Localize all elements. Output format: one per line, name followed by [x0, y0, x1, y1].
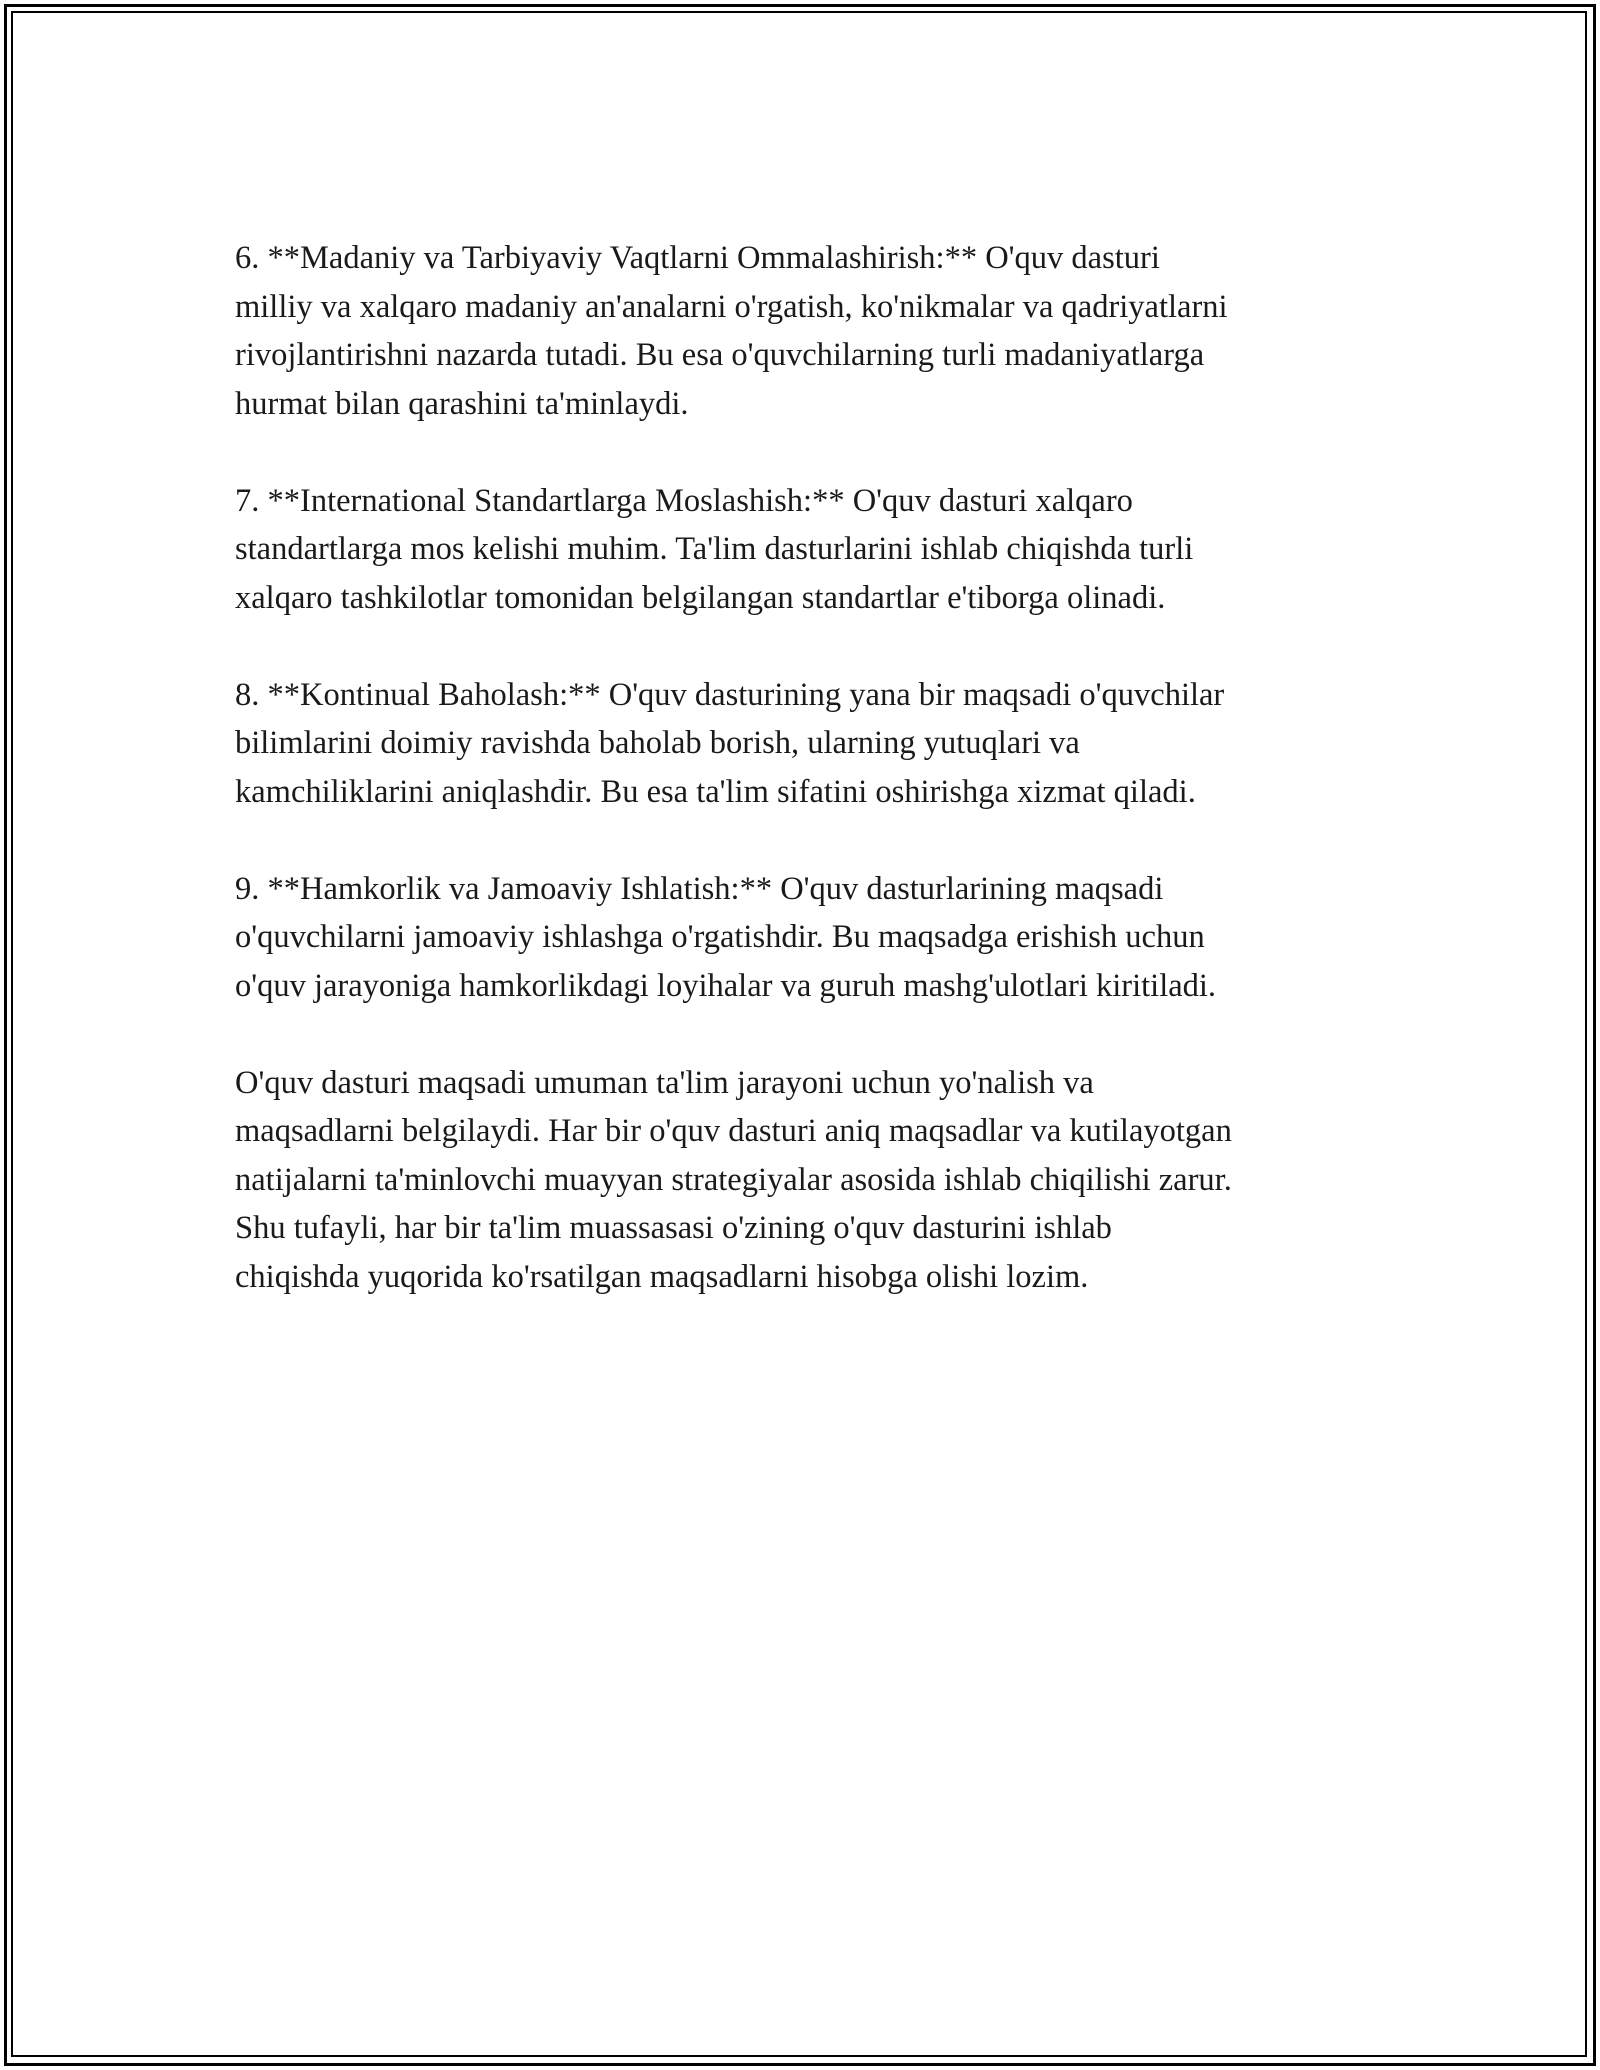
paragraph-item-7: 7. **International Standartlarga Moslashish:** O'quv dasturi xalqaro standartlarga mos kelishi muhim. Ta'lim dasturlarini ishlab chiqishda turli xalqaro tashkilotlar tomonidan belgilangan standartlar e'tiborga olinadi.	[235, 482, 1194, 616]
paragraph-conclusion: O'quv dasturi maqsadi umuman ta'lim jarayoni uchun yo'nalish va maqsadlarni belgilaydi. Har bir o'quv dasturi aniq maqsadlar va kutilayotgan natijalarni ta'minlovchi muayyan strategiyalar asosida ishlab chiqilishi zarur. Shu tufayli, har bir ta'lim muassasasi o'zining o'quv dasturini ishlab chiqishda yuqorida ko'rsatilgan maqsadlarni hisobga olishi lozim.	[235, 1064, 1232, 1295]
paragraph-item-6: 6. **Madaniy va Tarbiyaviy Vaqtlarni Ommalashirish:** O'quv dasturi milliy va xalqaro madaniy an'analarni o'rgatish, ko'nikmalar va qadriyatlarni rivojlantirishni nazarda tutadi. Bu esa o'quvchilarning turli madaniyatlarga hurmat bilan qarashini ta'minlaydi.	[235, 240, 1228, 422]
paragraph-item-9: 9. **Hamkorlik va Jamoaviy Ishlatish:** O'quv dasturlarining maqsadi o'quvchilarni jamoaviy ishlashga o'rgatishdir. Bu maqsadga erishish uchun o'quv jarayoniga hamkorlikdagi loyihalar va guruh mashg'ulotlari kiritiladi.	[235, 870, 1217, 1004]
paragraph-item-8: 8. **Kontinual Baholash:** O'quv dasturining yana bir maqsadi o'quvchilar bilimlarini doimiy ravishda baholab borish, ularning yutuqlari va kamchiliklarini aniqlashdir. Bu esa ta'lim sifatini oshirishga xizmat qiladi.	[235, 676, 1225, 810]
document-body	[235, 234, 1385, 1350]
